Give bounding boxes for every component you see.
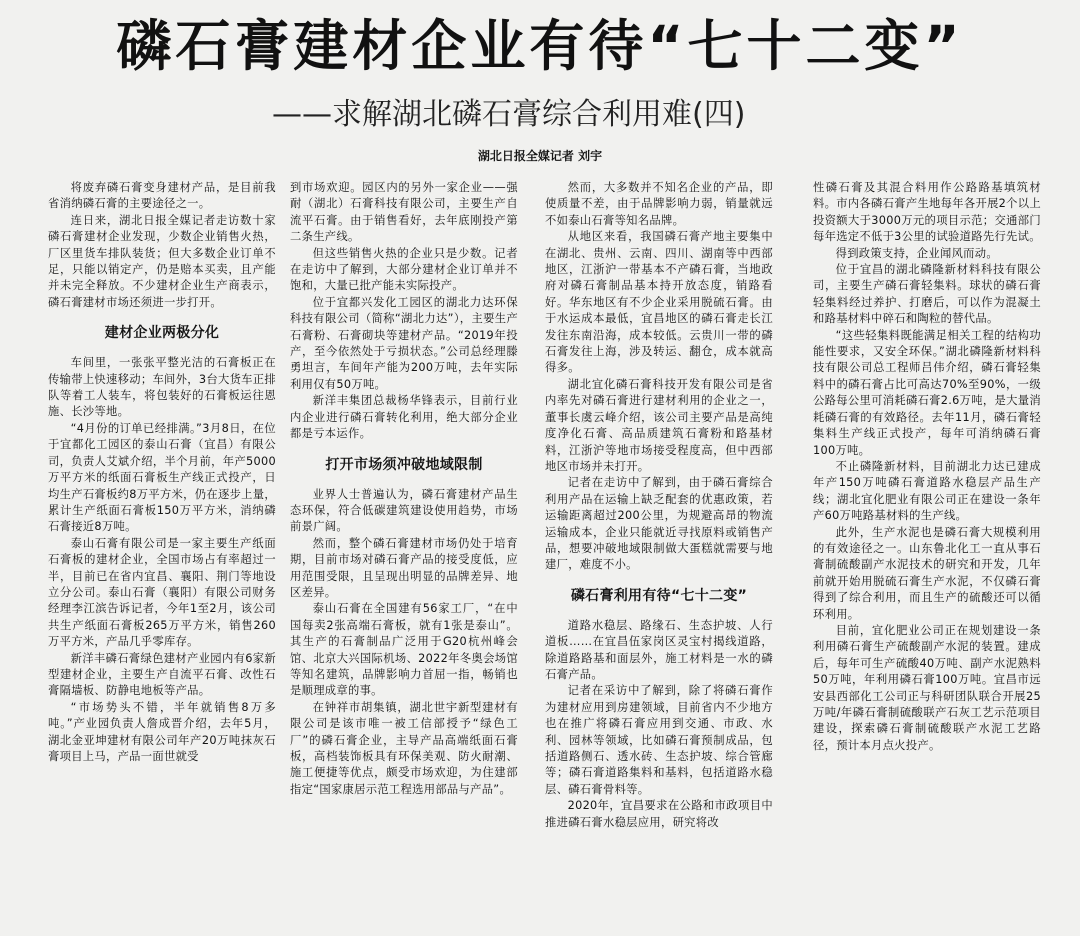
paragraph: 新洋丰磷石膏绿色建材产业园内有6家新型建材企业，主要生产自流平石膏、改性石膏隔墙板、防静电地板等产品。 [48,651,276,698]
paragraph: 记者在采访中了解到，除了将磷石膏作为建材应用到房建领域，目前省内不少地方也在推广将磷石膏应用到交通、市政、水利、园林等领域，比如磷石膏预制成品，包括道路侧石、透水砖、生态护坡、综合管廊等；磷石膏道路集料和基料，包括道路水稳层、磷石膏骨料等。 [545,684,773,796]
paragraph: 但这些销售火热的企业只是少数。记者在走访中了解到，大部分建材企业订单并不饱和，大量已批产能未实际投产。 [290,246,518,293]
paragraph: 位于宜都兴发化工园区的湖北力达环保科技有限公司（简称“湖北力达”），主要生产石膏粉、石膏砌块等建材产品。“2019年投产，至今依然处于亏损状态。”公司总经理滕勇坦言，车间年产能为200万吨，去年实际利用仅有50万吨。 [290,295,518,391]
article-column-4 [813,180,1041,930]
paragraph: 2020年，宜昌要求在公路和市政项目中推进磷石膏水稳层应用，研究将改 [545,799,773,829]
paragraph: “这些轻集料既能满足相关工程的结构功能性要求，又安全环保。”湖北磷隆新材料科技有限公司总工程师吕伟介绍，磷石膏轻集料中的磷石膏占比可高达70%至90%，一级公路每公里可消耗磷石膏2.6万吨，是大量消耗磷石膏的有效路径。去年11月，磷石膏轻集料生产线正式投产，每年可消纳磷石膏100万吨。 [813,328,1041,457]
paragraph-continued: 到市场欢迎。园区内的另外一家企业——强耐（湖北）石膏科技有限公司，主要生产自流平石膏。由于销售看好，去年底刚投产第二条生产线。 [290,181,518,244]
article-column-3 [545,180,773,930]
subhead: ——求解湖北磷石膏综合利用难(四) [272,97,746,132]
paragraph-continued: 性磷石膏及其混合料用作公路路基填筑材料。市内各磷石膏产生地每年各开展2个以上投资额大于3000万元的项目示范；交通部门每年选定不低于3公里的试验道路先行先试。 [813,181,1041,244]
paragraph: 在钟祥市胡集镇，湖北世宇新型建材有限公司是该市唯一被工信部授予“绿色工厂”的磷石膏企业，主导产品高端纸面石膏板，高档装饰板具有环保美观、防火耐潮、施工便捷等优点，颇受市场欢迎，为住建部指定“国家康居示范工程选用部品与产品”。 [290,700,518,796]
paragraph: 车间里，一张张平整光洁的石膏板正在传输带上快速移动；车间外，3台大货车正排队等着工人装车，将包装好的石膏板运往恩施、长沙等地。 [48,356,276,419]
byline: 湖北日报全媒记者 刘宇 [477,149,603,163]
paragraph: 位于宜昌的湖北磷隆新材料科技有限公司，主要生产磷石膏轻集料。球状的磷石膏轻集料经过养护、打磨后，可以作为混凝土和路基材料中碎石和陶粒的替代品。 [813,263,1041,326]
paragraph: 目前，宜化肥业公司正在规划建设一条利用磷石膏生产硫酸副产水泥的装置。建成后，每年可生产硫酸40万吨、副产水泥熟料50万吨，年利用磷石膏100万吨。宜昌市远安县西部化工公司正与科研团队联合开展25万吨/年磷石膏制硫酸联产石灰工艺示范项目建设，探索磷石膏制硫酸联产水泥工艺路径，预计本月点火投产。 [813,623,1041,752]
article-column-2 [290,180,518,930]
paragraph: 湖北宜化磷石膏科技开发有限公司是省内率先对磷石膏进行建材利用的企业之一，董事长虞云峰介绍，该公司主要产品是高纯度净化石膏、高品质建筑石膏粉和路基材料，江浙沪等地市场接受程度高，但中西部地区市场并未打开。 [545,377,773,473]
paragraph: 从地区来看，我国磷石膏产地主要集中在湖北、贵州、云南、四川、湖南等中西部地区，江浙沪一带基本不产磷石膏，当地政府对磷石膏制品基本持开放态度，销路看好。华东地区有不少企业采用脱硫石膏。由于水运成本最低，宜昌地区的磷石膏走长江发往东南沿海，成本较低。云贵川一带的磷石膏发往上海，涉及转运、翻仓，成本就高得多。 [545,230,773,375]
paragraph: 然而，大多数并不知名企业的产品，即使质量不差，由于品牌影响力弱，销量就远不如泰山石膏等知名品牌。 [545,181,773,227]
paragraph: 泰山石膏在全国建有56家工厂，“在中国每卖2张高端石膏板，就有1张是泰山”。其生产的石膏制品广泛用于G20杭州峰会馆、北京大兴国际机场、2022年冬奥会场馆等知名建筑，品牌影响力首屈一指，畅销也是顺理成章的事。 [290,602,518,698]
paragraph: 然而，整个磷石膏建材市场仍处于培育期，目前市场对磷石膏产品的接受度低，应用范围受限，且呈现出明显的品牌差异、地区差异。 [290,536,518,599]
section-heading: 打开市场须冲破地域限制 [325,456,483,473]
paragraph: 此外，生产水泥也是磷石膏大规模利用的有效途径之一。山东鲁北化工一直从事石膏制硫酸副产水泥技术的研究和开发，几年前就开始用脱硫石膏生产水泥，不仅磷石膏得到了综合利用，而且生产的硫酸还可以循环利用。 [813,525,1041,621]
paragraph: 记者在走访中了解到，由于磷石膏综合利用产品在运输上缺乏配套的优惠政策，若运输距离超过200公里，为规避高昂的物流运输成本，企业只能就近寻找原料或销售产品，想要冲破地域限制做大蛋糕就需要与地建厂，难度不小。 [545,476,773,572]
paragraph: “市场势头不错，半年就销售8万多吨。”产业园负责人詹成晋介绍，去年5月，湖北金亚坤建材有限公司年产20万吨抹灰石膏项目上马，产品一面世就受 [48,700,276,763]
paragraph: 不止磷隆新材料，目前湖北力达已建成年产150万吨磷石膏道路水稳层产品生产线；湖北宜化肥业有限公司正在建设一条年产60万吨路基材料的生产线。 [813,459,1041,523]
paragraph: 道路水稳层、路缘石、生态护坡、人行道板……在宜昌伍家岗区灵宝村揭线道路，除道路路基和面层外，施工材料是一水的磷石膏产品。 [545,618,773,681]
section-heading: 建材企业两极分化 [104,325,220,342]
section-heading: 磷石膏利用有待“七十二变” [570,587,748,604]
article-column-1 [48,180,276,930]
paragraph: 泰山石膏有限公司是一家主要生产纸面石膏板的建材企业，全国市场占有率超过一半，目前已在省内宜昌、襄阳、荆门等地设立分公司。泰山石膏（襄阳）有限公司财务经理李江滨告诉记者，今年1至2月，该公司共生产纸面石膏板265万平方米，销售260万平方米，产品几乎零库存。 [48,536,276,649]
paragraph: 业界人士普遍认为，磷石膏建材产品生态环保，符合低碳建筑建设使用趋势，市场前景广阔。 [290,487,518,534]
paragraph: 新洋丰集团总裁杨华锋表示，目前行业内企业进行磷石膏转化利用，绝大部分企业都是亏本运作。 [290,394,518,441]
paragraph: 将废弃磷石膏变身建材产品，是目前我省消纳磷石膏的主要途径之一。 [48,181,276,211]
headline: 磷石膏建材企业有待“七十二变” [116,14,964,78]
paragraph: 连日来，湖北日报全媒记者走访数十家磷石膏建材企业发现，少数企业销售火热，厂区里货车排队装货；但大多数企业订单不足，只能以销定产，仍是赔本买卖，且产能并未完全释放。不少建材企业生产商表示，磷石膏建材市场还须进一步打开。 [48,213,276,309]
paragraph: 得到政策支持，企业闻风而动。 [835,246,998,260]
paragraph: “4月份的订单已经排满。”3月8日，在位于宜都化工园区的泰山石膏（宜昌）有限公司，负责人艾斌介绍，半个月前，年产5000万平方米的纸面石膏板生产线正式投产，日均生产石膏板约8万平方米，仍在逐步上量，累计生产纸面石膏板150万平方米，消纳磷石膏接近8万吨。 [48,421,276,534]
